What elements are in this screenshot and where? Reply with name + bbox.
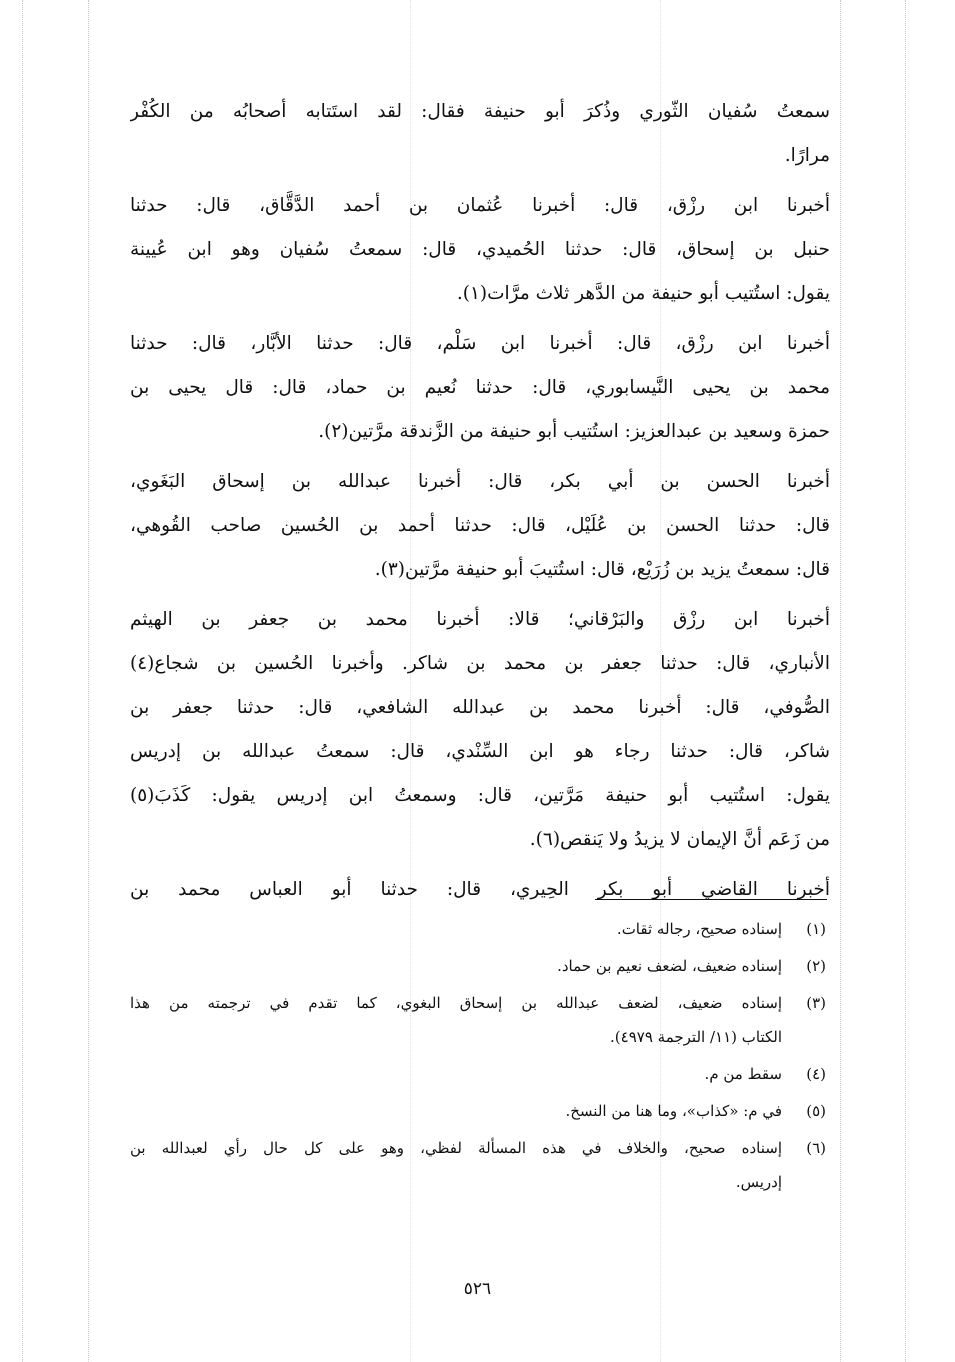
- footnote-line: سقط من م.: [704, 1065, 782, 1083]
- footnote-number: (٤): [806, 1065, 826, 1083]
- footnote-number: (٣): [806, 994, 826, 1012]
- footnote-text: [130, 912, 782, 946]
- footnote-item: [130, 986, 830, 1054]
- text-line: يقول: استُتيب أبو حنيفة مَرَّتين، قال: وسمعتُ ابن إدريس يقول: كَذَبَ(٥): [130, 785, 830, 806]
- text-line: شاكر، قال: حدثنا رجاء هو ابن السِّنْدي، قال: سمعتُ عبدالله بن إدريس: [130, 741, 830, 762]
- text-line: قال: سمعتُ يزيد بن زُرَيْع، قال: استُتيبَ أبو حنيفة مرَّتين(٣).: [374, 559, 830, 580]
- footnote-text: [130, 986, 782, 1054]
- footnote-item: [130, 1094, 830, 1128]
- footnote-line: في م: «كذاب»، وما هنا من النسخ.: [565, 1102, 782, 1120]
- footnote-line: الكتاب (١١/ الترجمة ٤٩٧٩).: [610, 1028, 782, 1046]
- footnote-item: [130, 1057, 830, 1091]
- paragraph-1: [130, 90, 830, 178]
- text-line: أخبرنا الحسن بن أبي بكر، قال: أخبرنا عبدالله بن إسحاق البَغَوي،: [130, 471, 830, 492]
- text-line: الأنباري، قال: حدثنا جعفر بن محمد بن شاكر. وأخبرنا الحُسين بن شجاع(٤): [130, 653, 830, 674]
- text-line: أخبرنا ابن رزْق، قال: أخبرنا عُثمان بن أحمد الدَّقَّاق، قال: حدثنا: [130, 195, 830, 216]
- footnote-line: إسناده صحيح، رجاله ثقات.: [616, 920, 782, 938]
- scan-guide-line: [22, 0, 23, 1362]
- footnote-text: [130, 1057, 782, 1091]
- paragraph-5: [130, 598, 830, 862]
- text-line: يقول: استُتيب أبو حنيفة من الدَّهر ثلاث مرَّات(١).: [456, 283, 830, 304]
- footnote-line: إدريس.: [735, 1173, 782, 1191]
- footnote-item: [130, 949, 830, 983]
- footnote-text: [130, 1094, 782, 1128]
- footnote-text: [130, 1131, 782, 1199]
- footnote-number: (٦): [806, 1139, 826, 1157]
- text-line: محمد بن يحيى النَّيسابوري، قال: حدثنا نُعيم بن حماد، قال: قال يحيى بن: [130, 377, 830, 398]
- footnote-text: [130, 949, 782, 983]
- scan-guide-line: [905, 0, 906, 1362]
- text-line: من زَعَم أنَّ الإيمان لا يزيدُ ولا يَنقص(٦).: [529, 829, 830, 850]
- scan-guide-line: [88, 0, 89, 1362]
- page-number: ٥٢٦: [463, 1279, 492, 1299]
- text-line: قال: حدثنا الحسن بن عُلَيْل، قال: حدثنا أحمد بن الحُسين صاحب القُوهي،: [130, 515, 830, 536]
- text-line: أخبرنا القاضي أبو بكر الحِيري، قال: حدثنا أبو العباس محمد بن: [130, 879, 830, 900]
- footnote-number: (١): [806, 920, 826, 938]
- text-line: أخبرنا ابن رزْق والبَرْقاني؛ قالا: أخبرنا محمد بن جعفر بن الهيثم: [130, 609, 830, 630]
- footnote-number: (٥): [806, 1102, 826, 1120]
- paragraph-2: [130, 184, 830, 316]
- main-text: [130, 90, 830, 912]
- footnote-line: إسناده ضعيف، لضعف نعيم بن حماد.: [557, 957, 782, 975]
- footnote-line: إسناده صحيح، والخلاف في هذه المسألة لفظي، وهو على كل حال رأي لعبدالله بن: [130, 1139, 782, 1157]
- footnote-line: إسناده ضعيف، لضعف عبدالله بن إسحاق البغوي، كما تقدم في ترجمته من هذا: [130, 994, 782, 1012]
- paragraph-6: [130, 868, 830, 912]
- footnote-item: [130, 1131, 830, 1199]
- footnote-number: (٢): [806, 957, 826, 975]
- footnote-separator: [595, 899, 827, 900]
- paragraph-3: [130, 322, 830, 454]
- text-line: حمزة وسعيد بن عبدالعزيز: استُتيب أبو حنيفة من الزَّندقة مرَّتين(٢).: [318, 421, 830, 442]
- scan-guide-line: [840, 0, 841, 1362]
- text-line: الصُّوفي، قال: أخبرنا محمد بن عبدالله الشافعي، قال: حدثنا جعفر بن: [130, 697, 830, 718]
- text-line: سمعتُ سُفيان الثّوري وذُكرَ أبو حنيفة فقال: لقد استَتابه أصحابُه من الكُفْر: [130, 101, 830, 122]
- text-line: أخبرنا ابن رزْق، قال: أخبرنا ابن سَلْم، قال: حدثنا الأبَّار، قال: حدثنا: [130, 333, 830, 354]
- text-line: مرارًا.: [784, 145, 830, 166]
- footnote-item: [130, 912, 830, 946]
- text-line: حنبل بن إسحاق، قال: حدثنا الحُميدي، قال: سمعتُ سُفيان وهو ابن عُيينة: [130, 239, 830, 260]
- paragraph-4: [130, 460, 830, 592]
- footnotes: [130, 912, 830, 1202]
